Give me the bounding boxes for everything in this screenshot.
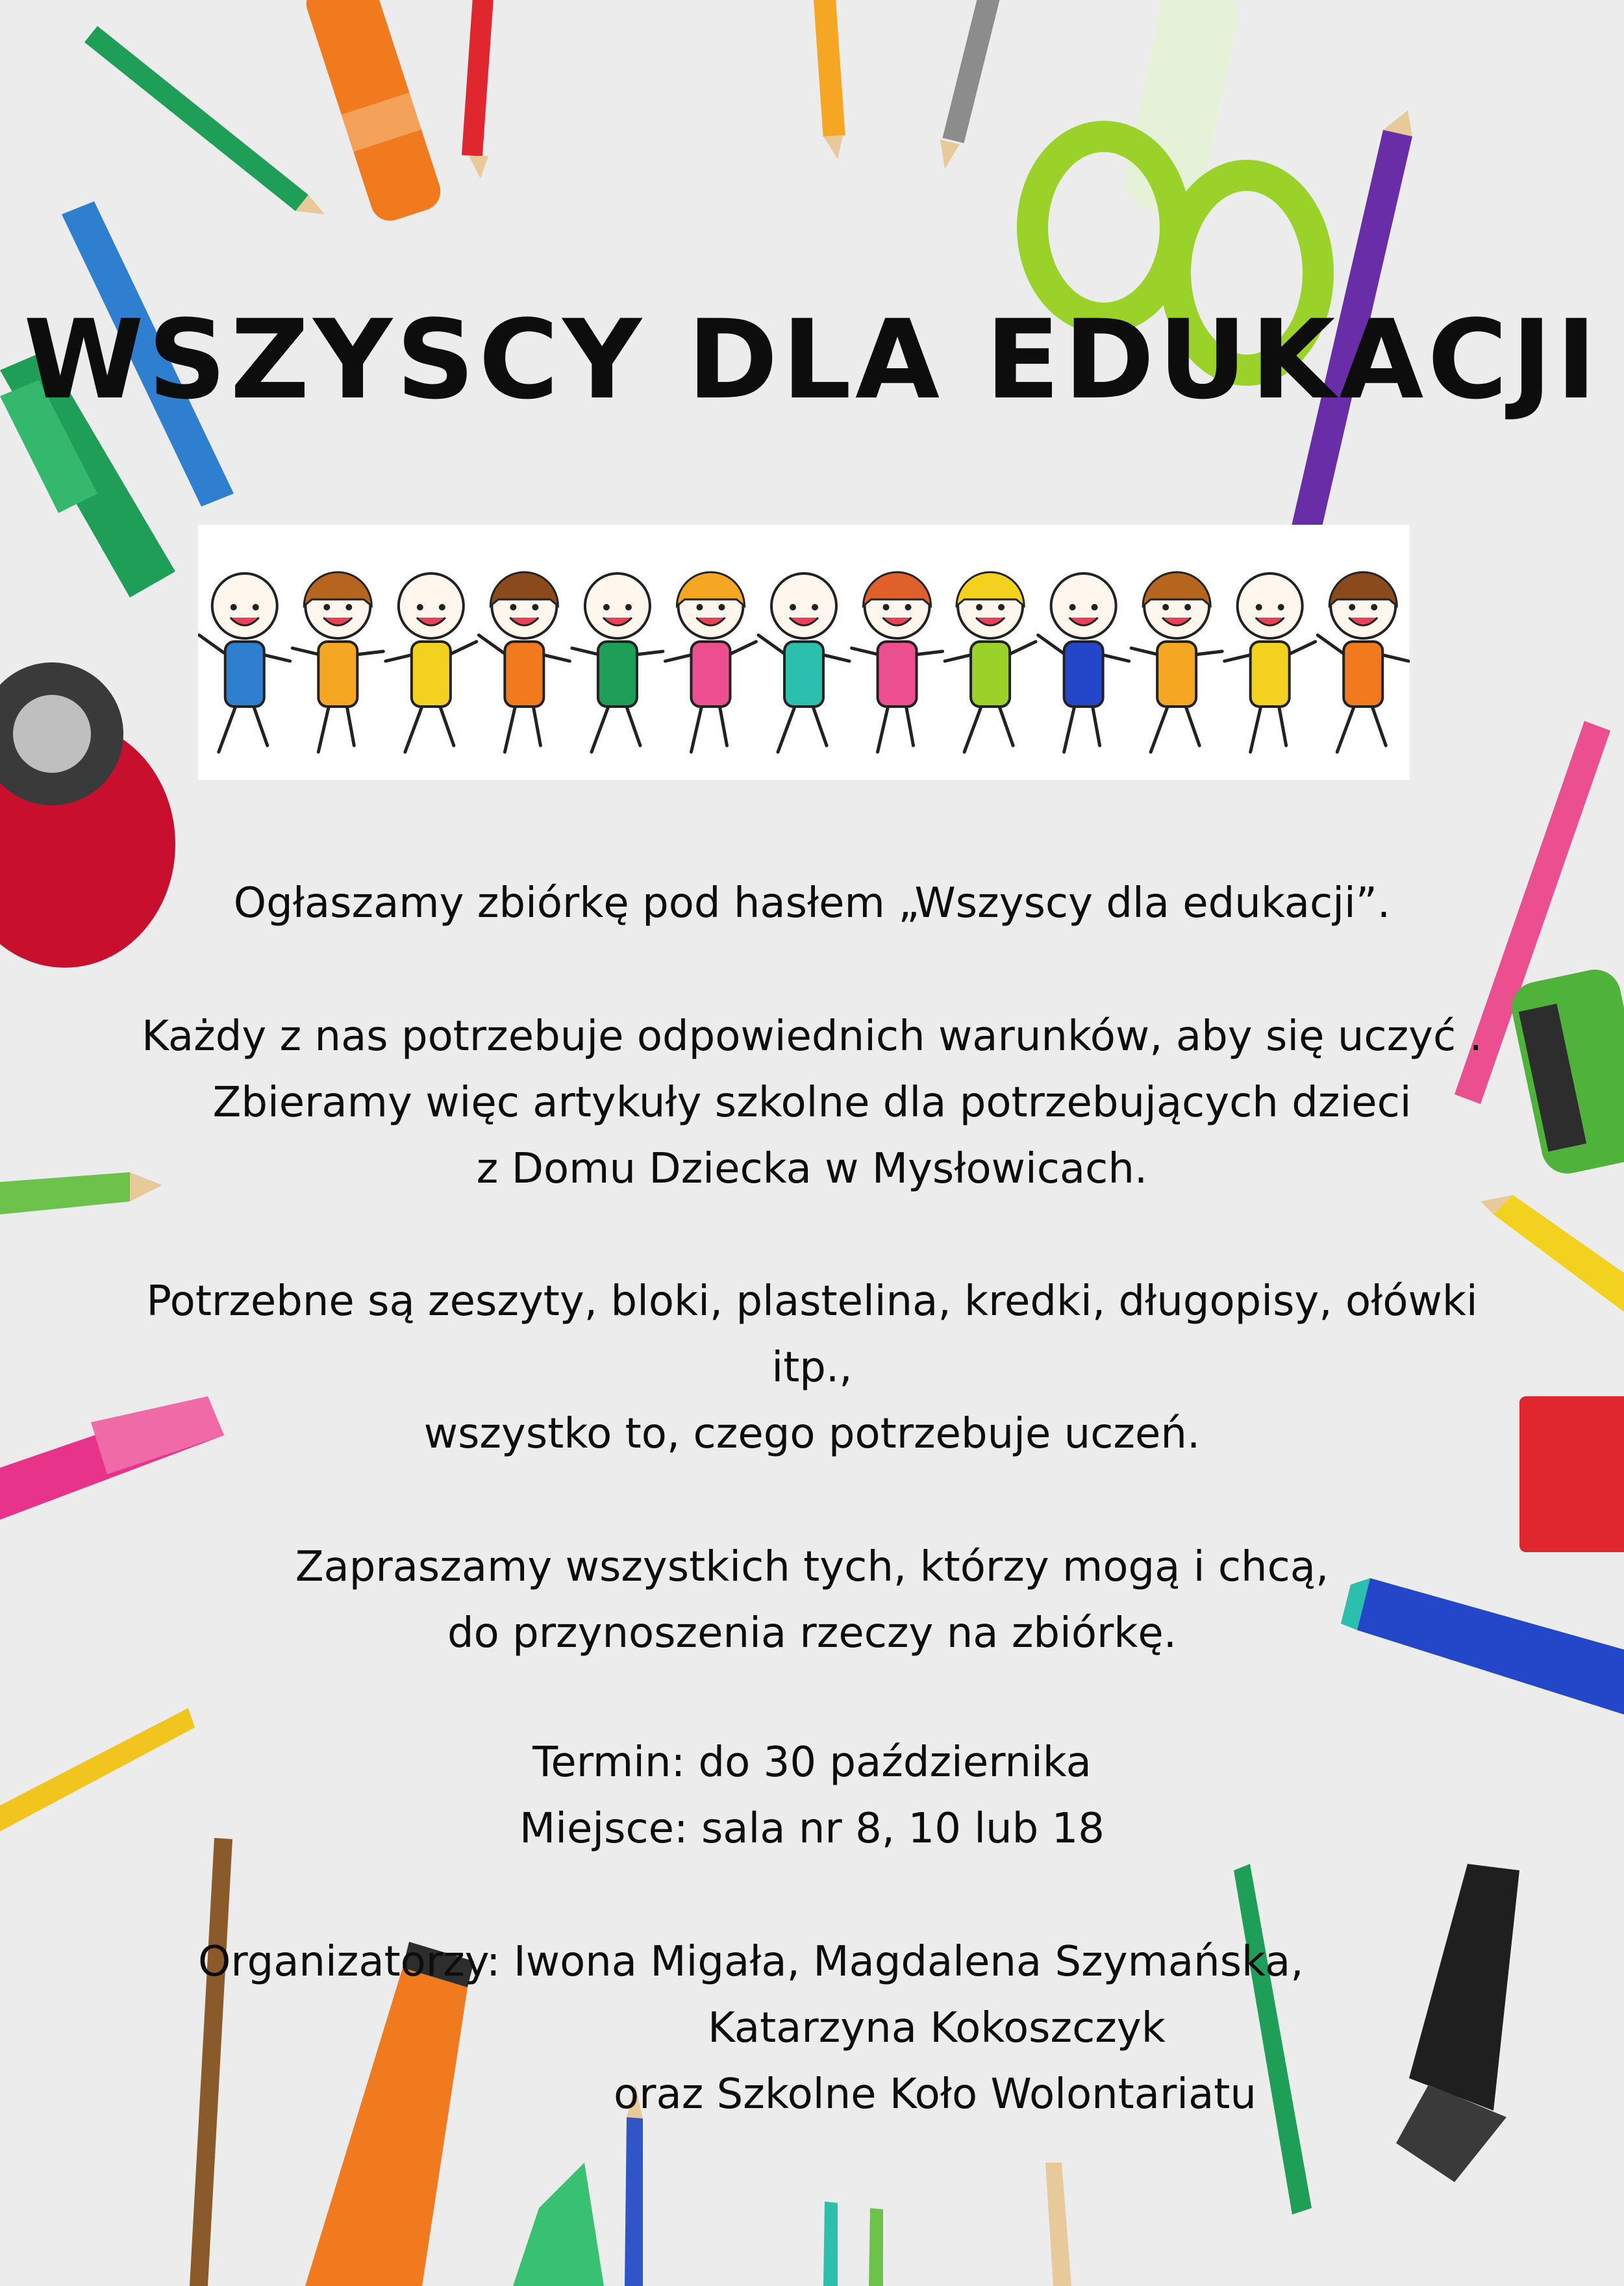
intro-line: Ogłaszamy zbiórkę pod hasłem „Wszyscy dla edukacji”. [233,879,1391,927]
invite-line-1: Zapraszamy wszystkich tych, którzy mogą i chcą, [295,1543,1329,1591]
organizers-line-3: oraz Szkolne Koło Wolontariatu [614,2070,1256,2118]
organizers-line-1: Organizatorzy: Iwona Migała, Magdalena Szymańska, [198,1938,1304,1986]
need-line-3: z Domu Dziecka w Mysłowicach. [476,1145,1148,1193]
orange-marker-top [301,0,445,226]
kid-figure [1318,572,1408,752]
items-line-1: Potrzebne są zeszyty, bloki, plastelina, kredki, długopisy, ołówki [146,1277,1478,1325]
kid-figure [292,572,383,752]
details-paragraph [13,1729,1611,1862]
kid-figure [852,572,943,752]
need-paragraph [13,1003,1611,1202]
kid-figure [665,572,756,752]
invite-line-2: do przynoszenia rzeczy na zbiórkę. [447,1609,1177,1657]
need-line-1: Każdy z nas potrzebuje odpowiednich warunków, aby się uczyć . [142,1012,1482,1061]
black-stapler-remover-right [1396,1864,1519,2182]
kids-banner [198,525,1410,780]
organizers-line-2: Katarzyna Kokoszczyk [708,2004,1166,2052]
kid-figure [1038,573,1129,752]
kids-illustration [198,525,1410,780]
green-eraser-bottom [513,2163,604,2286]
kid-figure [758,573,849,752]
kid-figure [1131,572,1222,752]
invite-paragraph [13,1534,1611,1666]
intro-paragraph [13,870,1611,936]
kid-figure [945,572,1036,752]
need-line-2: Zbieramy więc artykuły szkolne dla potrzebujących dzieci [212,1079,1412,1127]
items-line-3: wszystko to, czego potrzebuje uczeń. [423,1410,1201,1458]
location-line: Miejsce: sala nr 8, 10 lub 18 [519,1805,1105,1853]
brown-pencil-left [190,1838,232,2286]
kid-figure [199,573,290,752]
items-line-2: itp., [771,1344,853,1392]
orange-pencil-top [813,0,845,159]
green-pencil-top-left [84,26,325,214]
kid-figure [386,573,477,752]
gray-pencil-top [940,0,1000,169]
kid-figure [1225,573,1316,752]
kid-figure [479,572,569,752]
kid-figure [572,573,663,752]
deadline-line: Termin: do 30 października [532,1739,1092,1787]
red-pencil-top [462,0,494,179]
items-paragraph [13,1268,1611,1467]
page-title: WSZYSCY DLA EDUKACJI [23,296,1601,423]
